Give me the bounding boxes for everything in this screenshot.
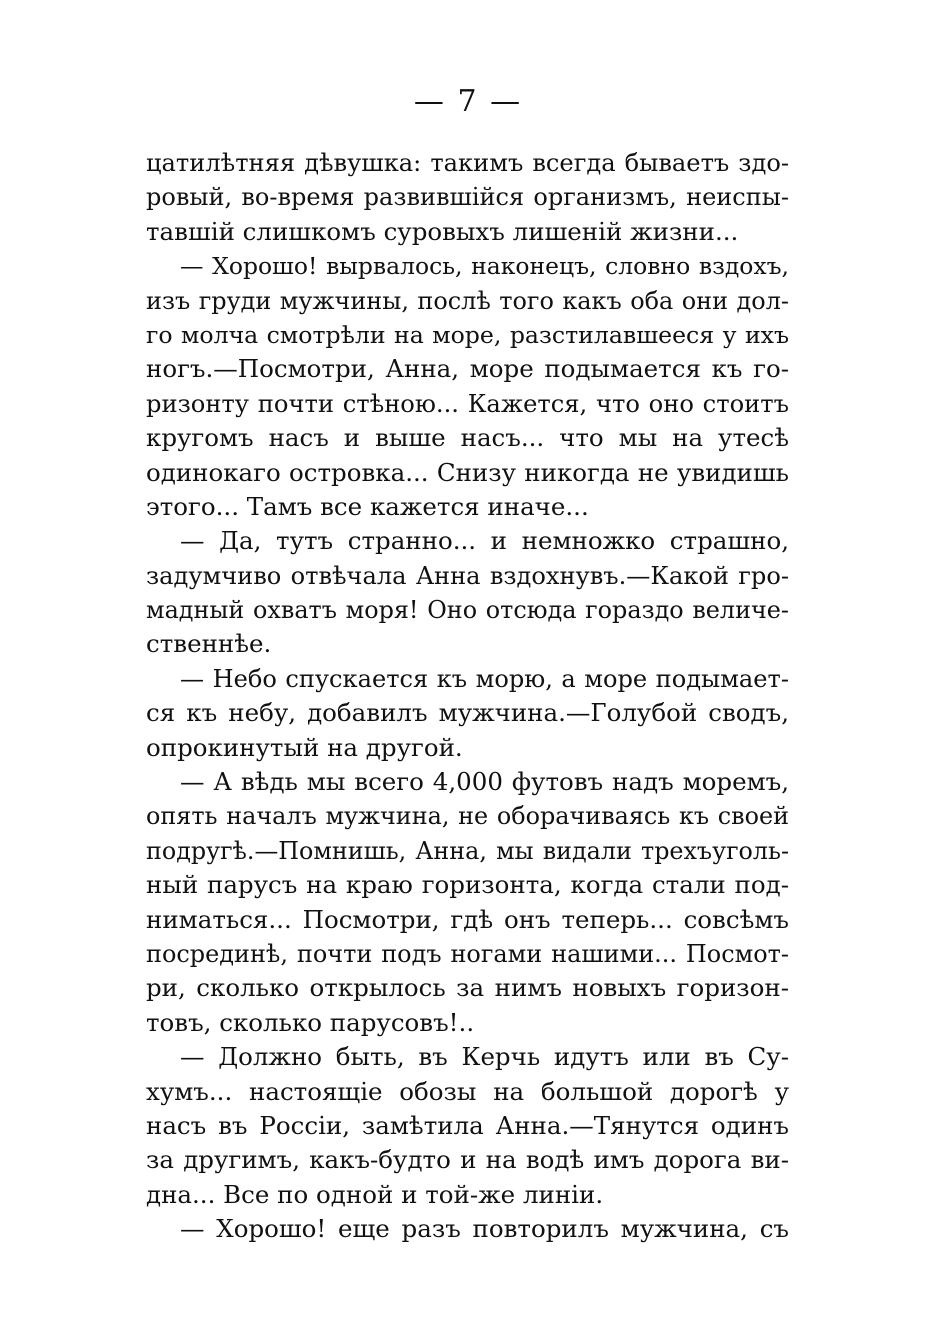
text-line: одинокаго островка... Снизу никогда не увидишь xyxy=(146,457,789,487)
text-line: этого... Тамъ все кажется иначе... xyxy=(146,491,589,521)
text-line: — Небо спускается къ морю, а море подымает- xyxy=(180,664,789,693)
text-line: товъ, сколько парусовъ!.. xyxy=(146,1007,475,1037)
text-line: ногъ.—Посмотри, Анна, море подымается къ го- xyxy=(146,354,789,384)
text-line: ный парусъ на краю горизонта, когда стали под- xyxy=(146,870,789,900)
text-line: го молча смотрѣли на море, разстилавшееся у ихъ xyxy=(146,320,789,349)
text-line: подругѣ.—Помнишь, Анна, мы видали трехъуголь- xyxy=(146,836,789,865)
text-line: — А вѣдь мы всего 4,000 футовъ надъ моремъ, xyxy=(180,767,789,797)
text-line: ся къ небу, добавилъ мужчина.—Голубой сводъ, xyxy=(146,698,789,728)
text-line: — Хорошо! вырвалось, наконецъ, словно вздохъ, xyxy=(180,252,789,281)
text-line: ниматься... Посмотри, гдѣ онъ теперь... совсѣмъ xyxy=(146,904,789,934)
text-line: за другимъ, какъ-будто и на водѣ имъ дорога ви- xyxy=(146,1145,789,1175)
page-number: — 7 — xyxy=(413,84,523,119)
text-line: хумъ... настоящіе обозы на большой дорогѣ у xyxy=(146,1076,789,1106)
text-line: тавшій слишкомъ суровыхъ лишеній жизни... xyxy=(146,216,739,246)
text-line: посрединѣ, почти подъ ногами нашими... Посмот- xyxy=(146,939,789,968)
text-line: — Да, тутъ странно... и немножко страшно, xyxy=(180,526,789,556)
text-line: кругомъ насъ и выше насъ... что мы на утесѣ xyxy=(146,423,789,453)
text-line: опрокинутый на другой. xyxy=(146,732,463,762)
text-line: изъ груди мужчины, послѣ того какъ оба они дол- xyxy=(146,286,789,315)
text-line: опять началъ мужчина, не оборачиваясь къ своей xyxy=(146,802,789,831)
body-text xyxy=(146,146,789,1247)
text-line: — Хорошо! еще разъ повторилъ мужчина, съ xyxy=(180,1214,789,1244)
text-line: ственнѣе. xyxy=(146,629,272,659)
text-line: насъ въ Россіи, замѣтила Анна.—Тянутся одинъ xyxy=(146,1110,789,1140)
text-line: — Должно быть, въ Керчь идутъ или въ Су- xyxy=(180,1042,789,1072)
text-line: мадный охватъ моря! Оно отсюда гораздо величе- xyxy=(146,596,789,625)
text-line: дна... Все по одной и той-же линіи. xyxy=(146,1179,604,1209)
text-line: ри, сколько открылось за нимъ новыхъ горизон- xyxy=(146,973,789,1003)
text-line: цатилѣтняя дѣвушка: такимъ всегда бываетъ здо- xyxy=(146,149,789,177)
text-line: ризонту почти стѣною... Кажется, что оно стоитъ xyxy=(146,389,789,418)
text-line: задумчиво отвѣчала Анна вздохнувъ.—Какой гро- xyxy=(146,561,789,590)
text-line: ровый, во-время развившійся организмъ, неиспы- xyxy=(146,183,789,212)
